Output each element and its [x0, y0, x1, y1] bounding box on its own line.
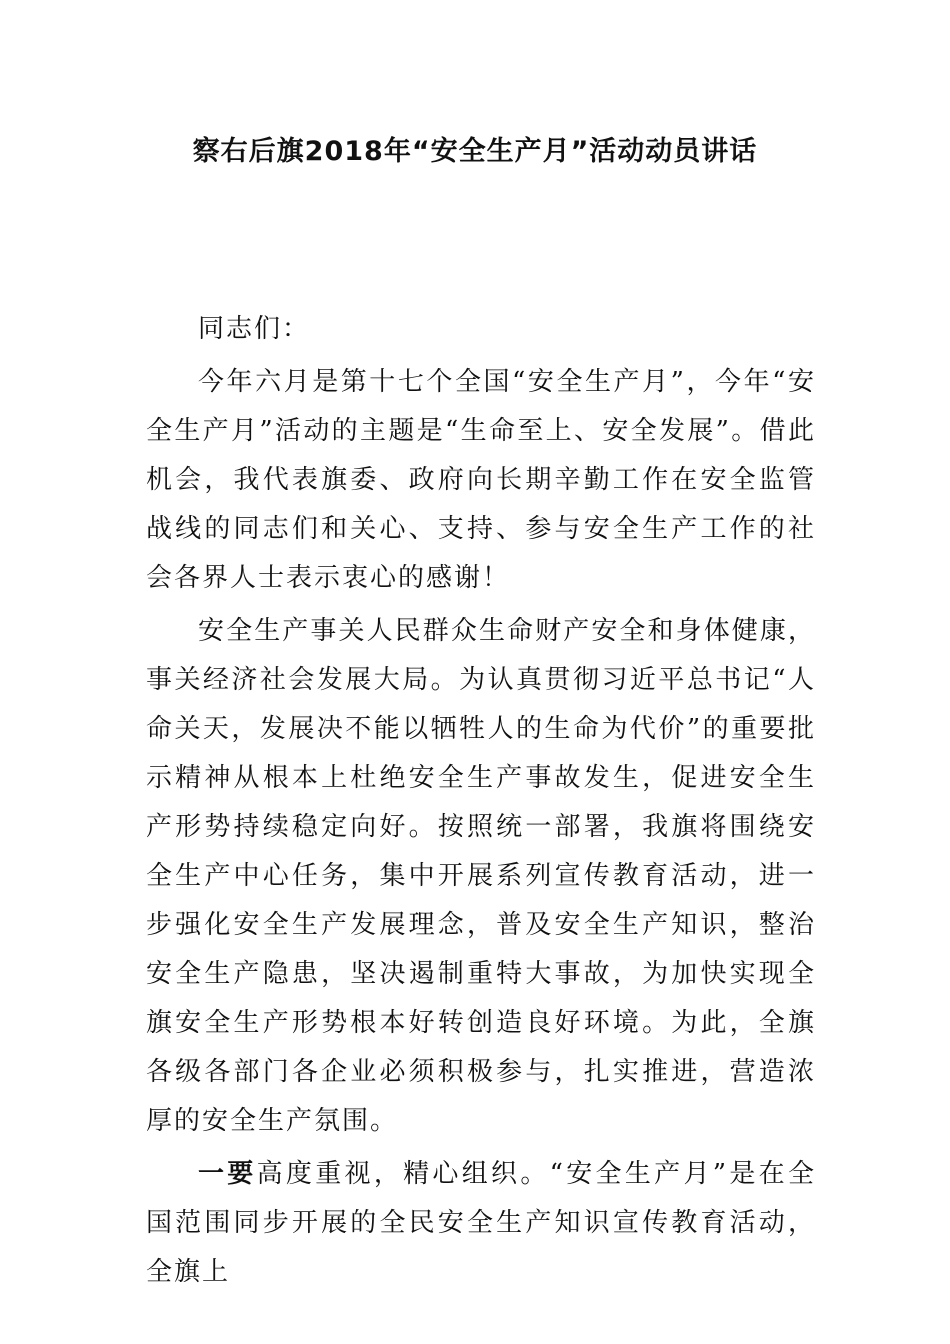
paragraph-1: 今年六月是第十七个全国“安全生产月”，今年“安全生产月”活动的主题是“生命至上、安全发展”。借此机会，我代表旗委、政府向长期辛勤工作在安全监管战线的同志们和关心、支持、参与安全生产工作的社会各界人士表示衷心的感谢！ — [146, 367, 816, 593]
document-body — [146, 305, 816, 1297]
point-one-text: 高度重视，精心组织。“安全生产月”是在全国范围同步开展的全民安全生产知识宣传教育活动，全旗上 — [146, 1159, 816, 1287]
document-title: 察右后旗2018年“安全生产月”活动动员讲话 — [192, 136, 758, 167]
paragraph-3 — [146, 1150, 816, 1297]
salutation: 同志们： — [198, 314, 311, 344]
point-one-lead: 一要 — [198, 1159, 257, 1189]
paragraph-2: 安全生产事关人民群众生命财产安全和身体健康，事关经济社会发展大局。为认真贯彻习近平总书记“人命关天，发展决不能以牺牲人的生命为代价”的重要批示精神从根本上杜绝安全生产事故发生，促进安全生产形势持续稳定向好。按照统一部署，我旗将围绕安全生产中心任务，集中开展系列宣传教育活动，进一步强化安全生产发展理念，普及安全生产知识，整治安全生产隐患，坚决遏制重特大事故，为加快实现全旗安全生产形势根本好转创造良好环境。为此，全旗各级各部门各企业必须积极参与，扎实推进，营造浓厚的安全生产氛围。 — [146, 616, 816, 1136]
